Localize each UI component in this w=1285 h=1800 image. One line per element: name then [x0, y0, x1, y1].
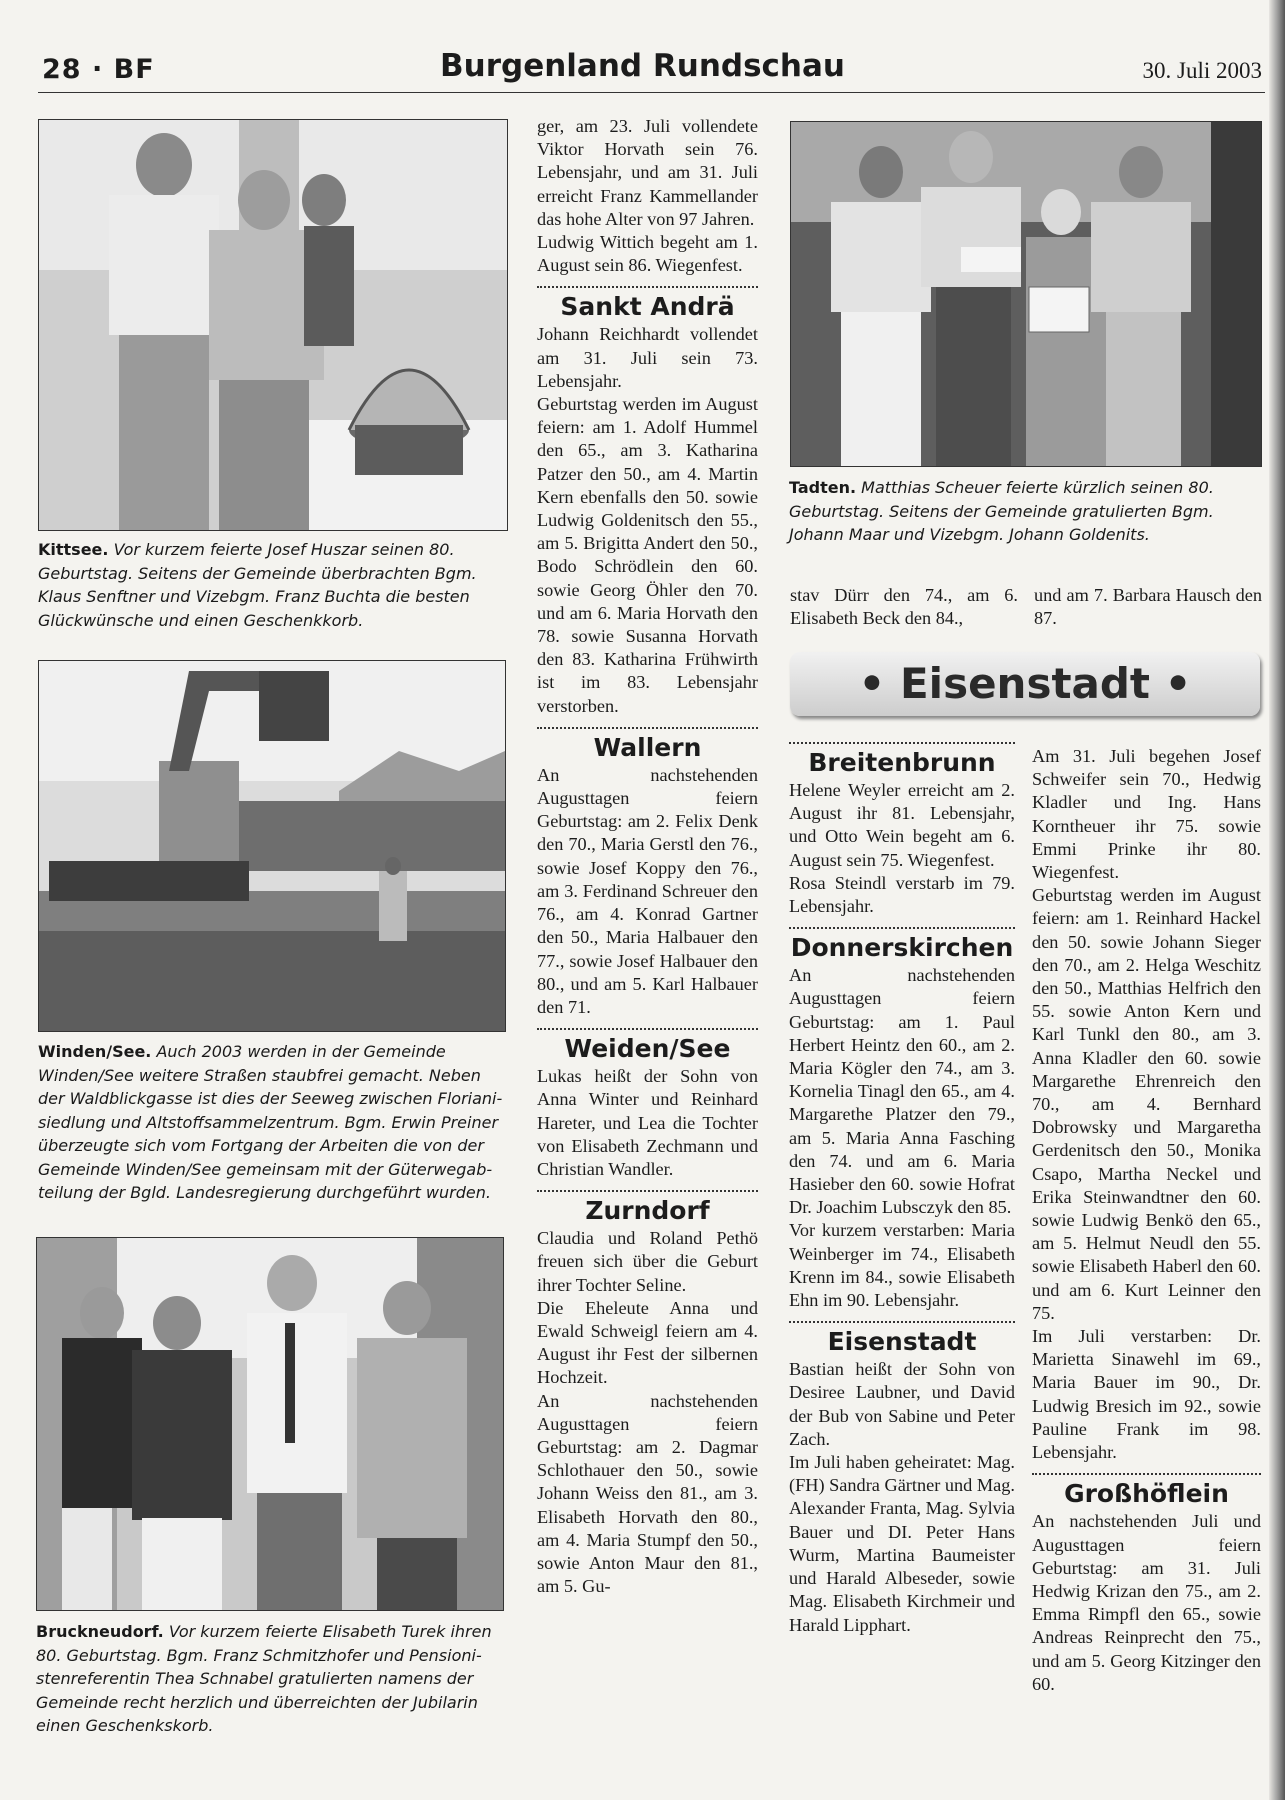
- article-paragraph: Helene Weyler erreicht am 2. August ihr 81. Lebensjahr, und Otto Wein begeht am 6. August sein 75. Wiegenfest.: [789, 780, 1015, 870]
- column-3: [789, 742, 1015, 1637]
- section-divider: [537, 286, 758, 288]
- caption-winden: [38, 1040, 508, 1205]
- section-divider: [537, 1028, 758, 1030]
- caption-text: Vor kurzem feierte Josef Huszar seinen 80. Geburtstag. Seitens der Gemeinde überbrachten Bgm. Klaus Senftner und Vizebgm. Franz Buchta die besten Glückwünsche und einen Geschenkkorb.: [38, 540, 477, 630]
- section-divider: [789, 927, 1015, 929]
- article-paragraph: Im Juli verstarben: Dr. Marietta Sinawehl im 69., Maria Bauer im 90., Dr. Ludwig Bresich im 92., sowie Pauline Frank im 98. Lebensjahr.: [1032, 1326, 1261, 1463]
- article-paragraph: Lukas heißt der Sohn von Anna Winter und Reinhard Hareter, und Lea die Tochter von Elisabeth Zechmann und Christian Wandler.: [537, 1066, 758, 1179]
- article-paragraph: An nachstehenden Augusttagen feiern Geburtstag: am 2. Felix Denk den 70., Maria Gerstl den 76., sowie Josef Koppy den 76., am 3. Ferdinand Schreuer den 76., am 4. Konrad Gartner den 50., Maria Halbauer den 77., sowie Josef Halbauer den 80., und am 5. Karl Halbauer den 71.: [537, 764, 758, 1017]
- photo-tadten: [790, 121, 1262, 467]
- section-divider: [789, 1321, 1015, 1323]
- page-number: 28 · BF: [42, 54, 155, 85]
- section-heading-sankt-andrae: Sankt Andrä: [560, 292, 735, 322]
- article-paragraph: Geburtstag werden im August feiern: am 1. Adolf Hummel den 65., am 3. Katharina Patzer den 50., am 4. Martin Kern ebenfalls den 50. sowie Ludwig Goldenitsch den 55., am 5. Brigitta Andert den 50., Bodo Schrödlein den 60. sowie Georg Öhler den 70. und am 6. Maria Horvath den 78. sowie Susanna Horvath den 83. Katharina Frühwirth ist im 83. Lebensjahr verstorben.: [537, 394, 758, 716]
- section-heading-breitenbrunn: Breitenbrunn: [808, 748, 996, 777]
- caption-place: Winden/See.: [38, 1042, 152, 1061]
- section-heading-eisenstadt: Eisenstadt: [827, 1327, 977, 1357]
- article-paragraph: Im Juli haben geheiratet: Mag. (FH) Sandra Gärtner und Mag. Alexander Franta, Mag. Sylvia Bauer und DI. Peter Hans Wurm, Martina Baumeister und Harald Albeseder, sowie Mag. Elisabeth Kirchmeir und Harald Lipphart.: [789, 1452, 1015, 1635]
- photo-bruckneudorf: [36, 1237, 504, 1611]
- article-paragraph: An nachstehenden Juli und Augusttagen feiern Geburtstag: am 31. Juli Hedwig Krizan den 75., am 2. Emma Rimpfl den 65., sowie Andreas Reinprecht den 75., und am 5. Georg Kitzinger den 60.: [1032, 1511, 1261, 1694]
- article-paragraph: und am 7. Barbara Hausch den 87.: [1034, 585, 1262, 629]
- caption-place: Bruckneudorf.: [36, 1622, 164, 1641]
- publication-title: Burgenland Rundschau: [440, 48, 845, 84]
- article-paragraph: Die Eheleute Anna und Ewald Schweigl feiern am 4. August ihr Fest der silbernen Hochzeit.: [537, 1297, 758, 1388]
- article-paragraph: stav Dürr den 74., am 6. Elisabeth Beck den 84.,: [790, 585, 1018, 629]
- section-heading-wallern: Wallern: [593, 732, 702, 762]
- article-paragraph: Vor kurzem verstarben: Maria Weinberger im 74., Elisabeth Krenn im 84., sowie Elisabeth Ehn im 90. Lebensjahr.: [789, 1220, 1015, 1311]
- article-paragraph: Bastian heißt der Sohn von Desiree Laubner, und David der Bub von Sabine und Peter Zach.: [789, 1359, 1015, 1449]
- article-paragraph: ger, am 23. Juli vollendete Viktor Horvath sein 76. Lebensjahr, und am 31. Juli erreicht Franz Kammellander das hohe Alter von 97 Jahren.: [537, 116, 758, 229]
- section-heading-donnerskirchen: Donnerskirchen: [790, 933, 1014, 963]
- caption-bruckneudorf: [36, 1620, 506, 1738]
- caption-place: Tadten.: [789, 478, 857, 497]
- section-divider: [789, 742, 1015, 744]
- article-paragraph: Am 31. Juli begehen Josef Schweifer sein 70., Hedwig Kladler und Ing. Hans Korntheuer ihr 75. sowie Emmi Prinke ihr 80. Wiegenfest.: [1032, 746, 1261, 883]
- article-paragraph: An nachstehenden Augusttagen feiern Geburtstag: am 2. Dagmar Schlothauer den 50., sowie Johann Weiss den 81., am 3. Elisabeth Horvath den 80., am 4. Maria Stumpf den 50., sowie Anton Maur den 81., am 5. Gu-: [537, 1390, 758, 1597]
- section-banner-eisenstadt: • Eisenstadt •: [790, 652, 1260, 716]
- page-edge-shadow: [1269, 0, 1285, 1800]
- continuation-left: [790, 584, 1018, 630]
- caption-text: Vor kurzem feierte Elisabeth Turek ihren 80. Geburtstag. Bgm. Franz Schmitzhofer und Pensionistenreferentin Thea Schnabel gratulierten namens der Gemeinde recht herzlich und überreichten der Jubilarin einen Geschenkskorb.: [36, 1622, 492, 1735]
- caption-text: Auch 2003 werden in der Gemeinde Winden/See weitere Straßen staubfrei gemacht. Neben der Waldblickgasse ist dies der Seeweg zwischen Florianisiedlung und Altstoffsammelzentrum. Bgm. Erwin Preiner überzeugte sich vom Fortgang der Arbeiten die von der Gemeinde Winden/See gemeinsam mit der Güterwegabteilung der Bgld. Landesregierung durchgeführt wurden.: [38, 1042, 503, 1202]
- section-heading-zurndorf: Zurndorf: [585, 1196, 710, 1226]
- article-paragraph: Rosa Steindl verstarb im 79. Lebensjahr.: [789, 872, 1015, 917]
- caption-kittsee: [38, 538, 508, 632]
- section-divider: [537, 727, 758, 729]
- section-divider: [537, 1190, 758, 1192]
- continuation-right: [1034, 584, 1262, 630]
- caption-tadten: [789, 476, 1261, 547]
- article-paragraph: Claudia und Roland Pethö freuen sich über die Geburt ihrer Tochter Seline.: [537, 1228, 758, 1295]
- column-middle: [537, 115, 758, 1598]
- article-paragraph: Johann Reichhardt vollendet am 31. Juli sein 73. Lebensjahr.: [537, 324, 758, 391]
- caption-place: Kittsee.: [38, 540, 109, 559]
- article-paragraph: Ludwig Wittich begeht am 1. August sein 86. Wiegenfest.: [537, 232, 758, 276]
- section-divider: [1032, 1473, 1261, 1475]
- section-heading-weiden: Weiden/See: [564, 1034, 731, 1064]
- photo-kittsee: [38, 119, 508, 531]
- article-paragraph: An nachstehenden Augusttagen feiern Geburtstag: am 1. Paul Herbert Heintz den 60., am 2. Maria Kögler den 74., am 3. Kornelia Tinagl den 65., am 4. Margarethe Platzer den 79., am 5. Maria Anna Fasching den 74. und am 6. Maria Hasieber den 60. sowie Hofrat Dr. Joachim Lubsczyk den 85.: [789, 965, 1015, 1218]
- caption-text: Matthias Scheuer feierte kürzlich seinen 80. Geburtstag. Seitens der Gemeinde gratulierten Bgm. Johann Maar und Vizebgm. Johann Goldenits.: [789, 478, 1214, 544]
- issue-date: 30. Juli 2003: [1142, 58, 1262, 83]
- article-paragraph: Geburtstag werden im August feiern: am 1. Reinhard Hackel den 50. sowie Johann Sieger den 70., am 2. Helga Weschitz den 50., Matthias Helfrich den 55. sowie Anton Kern und Karl Tunkl den 80., am 3. Anna Kladler den 60. sowie Margarethe Ehrenreich den 70., am 4. Bernhard Dobrowsky und Margaretha Gerdenitsch den 50., Monika Csapo, Martha Neckel und Erika Steinwandtner den 60. sowie Ludwig Benkö den 65., am 5. Helmut Neudl den 55. sowie Elisabeth Haberl den 60. und am 6. Kurt Leinner den 75.: [1032, 885, 1261, 1323]
- header-rule: [38, 92, 1265, 93]
- column-4: [1032, 745, 1261, 1696]
- photo-winden: [38, 660, 506, 1032]
- section-heading-grosshoeflein: Großhöflein: [1064, 1479, 1229, 1509]
